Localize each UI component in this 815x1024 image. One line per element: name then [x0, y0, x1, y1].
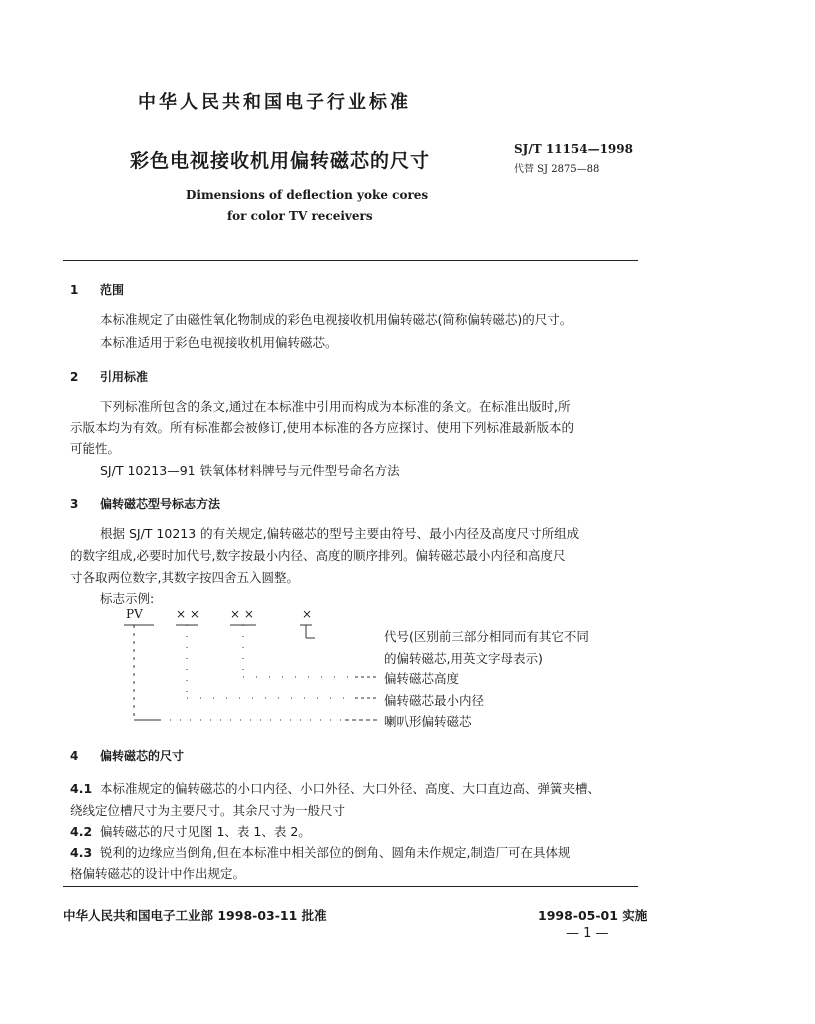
- clause-number: 4.1: [70, 781, 93, 796]
- section-3-line: 的数字组成,必要时加代号,数字按最小内径、高度的顺序排列。偏转磁芯最小内径和高度尺: [70, 548, 566, 563]
- clause-number: 4.2: [70, 824, 93, 839]
- section-1-line: 本标准规定了由磁性氧化物制成的彩色电视接收机用偏转磁芯(简称偏转磁芯)的尺寸。: [100, 312, 573, 327]
- model-group-code: ×: [302, 607, 313, 621]
- header-title: 中华人民共和国电子行业标准: [138, 92, 411, 113]
- clause-4-1-cont: 绕线定位槽尺寸为主要尺寸。其余尺寸为一般尺寸: [70, 803, 346, 818]
- example-caption: 标志示例:: [100, 591, 155, 606]
- clause-text: 锐利的边缘应当倒角,但在本标准中相关部位的倒角、圆角未作规定,制造厂可在具体规: [100, 845, 571, 860]
- marking-example-diagram: [120, 605, 640, 735]
- document-title: 彩色电视接收机用偏转磁芯的尺寸: [130, 150, 431, 172]
- section-number: 4: [70, 749, 79, 763]
- section-number: 1: [70, 283, 79, 297]
- label-min-inner-diameter: 偏转磁芯最小内径: [384, 693, 485, 708]
- clause-number: 4.3: [70, 845, 93, 860]
- section-2-heading: [70, 368, 148, 385]
- top-divider: [63, 260, 638, 261]
- standard-code: SJ/T 11154—1998: [514, 142, 633, 156]
- model-group-height: × ×: [230, 607, 254, 621]
- model-prefix: PV: [126, 607, 143, 621]
- clause-4-3: [70, 843, 570, 861]
- section-2-line: 下列标准所包含的条文,通过在本标准中引用而构成为本标准的条文。在标准出版时,所: [100, 399, 571, 414]
- marking-leader-lines: [120, 605, 640, 735]
- section-1-heading: [70, 281, 124, 298]
- section-1-line: 本标准适用于彩色电视接收机用偏转磁芯。: [100, 335, 338, 350]
- section-4-heading: [70, 747, 184, 764]
- section-2-line: 示版本均为有效。所有标准都会被修订,使用本标准的各方应探讨、使用下列标准最新版本的: [70, 420, 574, 435]
- bottom-divider: [63, 886, 638, 887]
- approval-line: 中华人民共和国电子工业部 1998-03-11 批准: [63, 908, 327, 923]
- label-horn-core: 喇叭形偏转磁芯: [384, 714, 472, 729]
- english-title-line1: Dimensions of deflection yoke cores: [186, 188, 429, 202]
- clause-4-1: [70, 779, 600, 797]
- section-number: 3: [70, 497, 79, 511]
- section-3-line: 寸各取两位数字,其数字按四舍五入圆整。: [70, 570, 299, 585]
- model-group-min-inner: × ×: [176, 607, 200, 621]
- label-code-line2: 的偏转磁芯,用英文字母表示): [384, 651, 543, 666]
- section-3-line: 根据 SJ/T 10213 的有关规定,偏转磁芯的型号主要由符号、最小内径及高度尺寸所组成: [100, 526, 580, 541]
- clause-text: 本标准规定的偏转磁芯的小口内径、小口外径、大口外径、高度、大口直边高、弹簧夹槽、: [100, 781, 601, 796]
- section-title: 范围: [100, 283, 125, 297]
- label-code-line1: 代号(区别前三部分相同而有其它不同: [384, 629, 589, 644]
- section-title: 引用标准: [100, 370, 149, 384]
- label-height: 偏转磁芯高度: [384, 671, 460, 686]
- clause-text: 偏转磁芯的尺寸见图 1、表 1、表 2。: [100, 824, 311, 839]
- effective-date: 1998-05-01 实施: [538, 908, 648, 923]
- clause-4-2: [70, 822, 311, 840]
- section-3-heading: [70, 495, 220, 512]
- section-2-line: 可能性。: [70, 441, 121, 456]
- clause-4-3-cont: 格偏转磁芯的设计中作出规定。: [70, 866, 246, 881]
- english-title-line2: for color TV receivers: [227, 209, 373, 223]
- section-title: 偏转磁芯型号标志方法: [100, 497, 221, 511]
- section-number: 2: [70, 370, 79, 384]
- referenced-standard: SJ/T 10213—91 铁氧体材料牌号与元件型号命名方法: [100, 463, 400, 478]
- section-title: 偏转磁芯的尺寸: [100, 749, 185, 763]
- page-number: — 1 —: [566, 926, 609, 941]
- replaces-standard: 代替 SJ 2875—88: [514, 164, 600, 175]
